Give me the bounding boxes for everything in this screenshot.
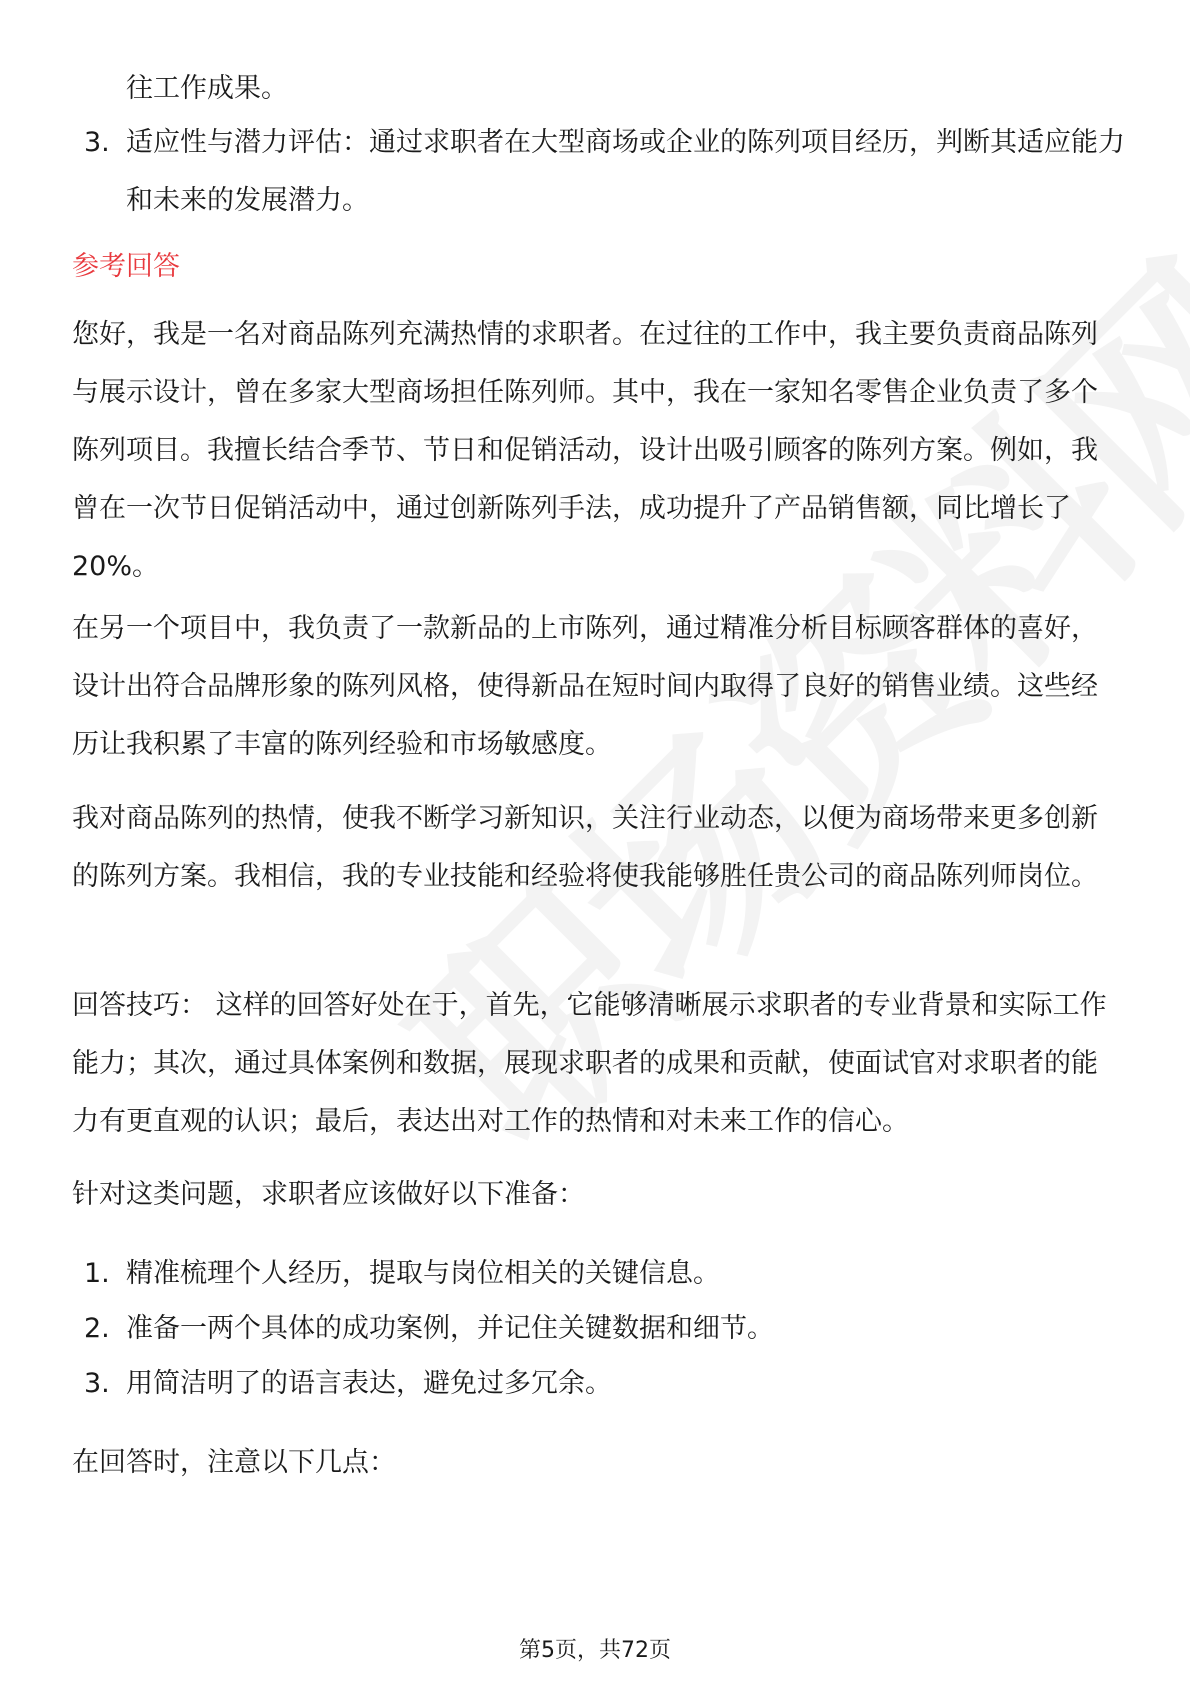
closing-intro: 在回答时，注意以下几点：	[72, 1447, 396, 1478]
eval-list-item	[84, 114, 1124, 230]
carryover-line: 往工作成果。	[126, 73, 288, 104]
list-number: 2.	[84, 1313, 110, 1344]
page-footer: 第5页，共72页	[519, 1638, 671, 1663]
answer-paragraph-3: 我对商品陈列的热情，使我不断学习新知识，关注行业动态，以便为商场带来更多创新的陈列方案。我相信，我的专业技能和经验将使我能够胜任贵公司的商品陈列师岗位。	[72, 803, 1098, 892]
prep-list-item	[84, 1300, 1124, 1358]
list-text: 适应性与潜力评估：通过求职者在大型商场或企业的陈列项目经历，判断其适应能力和未来的发展潜力。	[126, 127, 1125, 216]
list-number: 3.	[84, 127, 110, 158]
list-text: 准备一两个具体的成功案例，并记住关键数据和细节。	[126, 1313, 774, 1344]
section-heading: 参考回答	[72, 251, 180, 282]
prep-list-item	[84, 1245, 1124, 1303]
answer-paragraph-2: 在另一个项目中，我负责了一款新品的上市陈列，通过精准分析目标顾客群体的喜好，设计出符合品牌形象的陈列风格，使得新品在短时间内取得了良好的销售业绩。这些经历让我积累了丰富的陈列经验和市场敏感度。	[72, 613, 1098, 760]
list-number: 3.	[84, 1368, 110, 1399]
prep-intro: 针对这类问题，求职者应该做好以下准备：	[72, 1179, 585, 1210]
list-text: 用简洁明了的语言表达，避免过多冗余。	[126, 1368, 612, 1399]
list-number: 1.	[84, 1258, 110, 1289]
list-text: 精准梳理个人经历，提取与岗位相关的关键信息。	[126, 1258, 720, 1289]
prep-list-item	[84, 1355, 1124, 1413]
tips-paragraph: 回答技巧： 这样的回答好处在于，首先，它能够清晰展示求职者的专业背景和实际工作能力；其次，通过具体案例和数据，展现求职者的成果和贡献，使面试官对求职者的能力有更直观的认识；最后，表达出对工作的热情和对未来工作的信心。	[72, 990, 1107, 1137]
answer-paragraph-1: 您好，我是一名对商品陈列充满热情的求职者。在过往的工作中，我主要负责商品陈列与展示设计，曾在多家大型商场担任陈列师。其中，我在一家知名零售企业负责了多个陈列项目。我擅长结合季节、节日和促销活动，设计出吸引顾客的陈列方案。例如，我曾在一次节日促销活动中，通过创新陈列手法，成功提升了产品销售额，同比增长了20%。	[72, 319, 1098, 582]
